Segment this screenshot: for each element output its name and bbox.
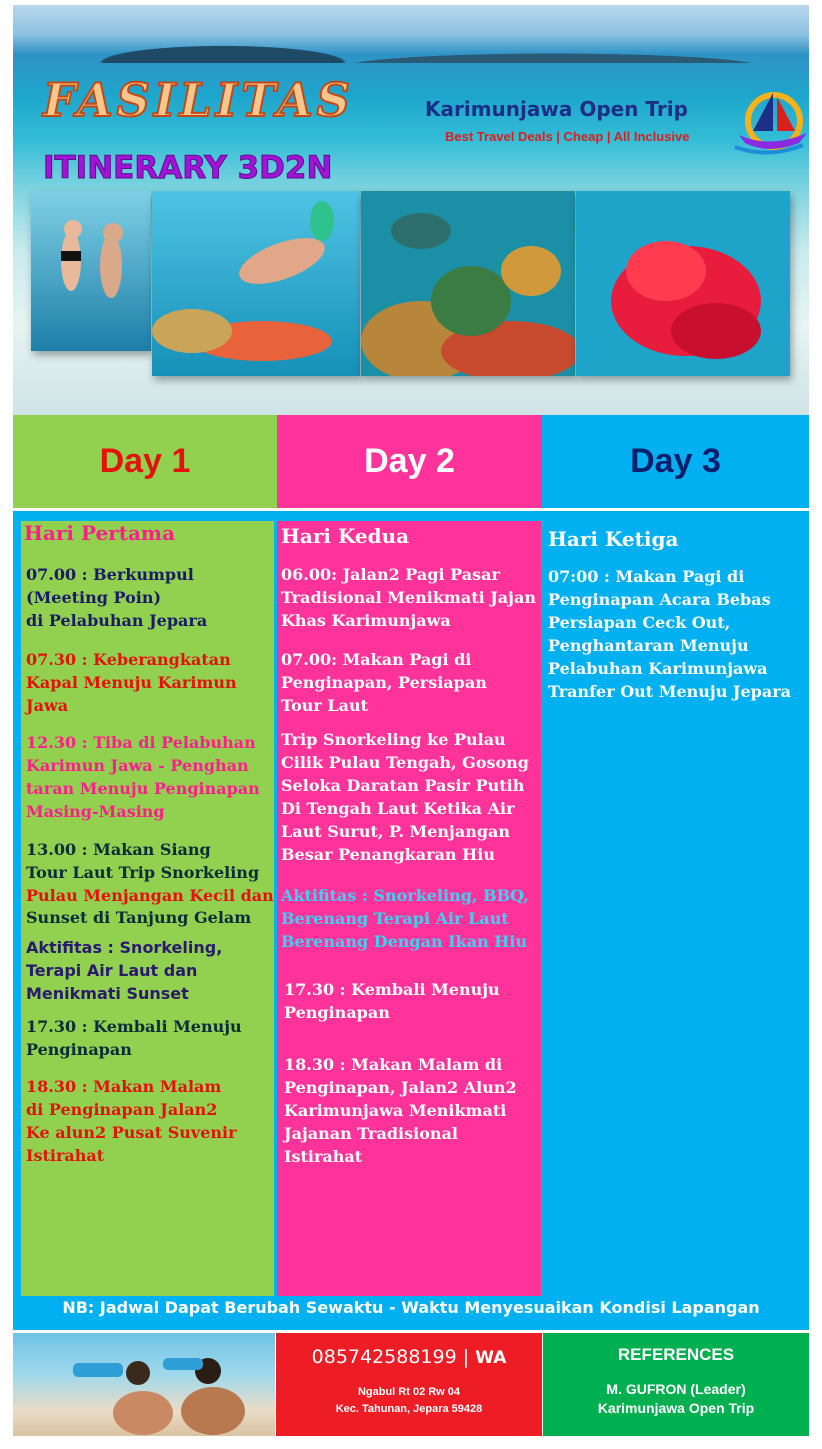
- phone-number[interactable]: 085742588199: [311, 1346, 457, 1368]
- day-1-header: Day 1: [13, 415, 277, 508]
- schedule-note: NB: Jadwal Dapat Berubah Sewaktu - Waktu Menyesuaikan Kondisi Lapangan: [62, 1298, 760, 1317]
- day-3-entry: 07:00 : Makan Pagi di Penginapan Acara Bebas Persiapan Ceck Out, Penghantaran Menuju Pelabuhan Karimunjawa Tranfer Out Menuju Jepara: [548, 567, 792, 701]
- day-3-header: Day 3: [542, 415, 809, 508]
- references-names: [543, 1380, 809, 1418]
- day-1-entry: 17.30 : Kembali Menuju Penginapan: [26, 1017, 242, 1059]
- footer-beach-photo: [13, 1333, 275, 1436]
- day-1-entry: Aktifitas : Snorkeling, Terapi Air Laut dan Menikmati Sunset: [26, 938, 223, 1003]
- day-2-entry: 06.00: Jalan2 Pagi Pasar Tradisional Menikmati Jajan Khas Karimunjawa: [281, 565, 536, 630]
- coral-reef-photo: [361, 191, 575, 376]
- whatsapp-label: WA: [475, 1348, 507, 1368]
- day-1-entry: 12.30 : Tiba di Pelabuhan Karimun Jawa - Penghan taran Menuju Penginapan Masing-Masing: [26, 733, 260, 821]
- hero-banner: [13, 5, 809, 415]
- phone-line: [276, 1346, 542, 1368]
- day-2-entry: 07.00: Makan Pagi di Penginapan, Persiapan Tour Laut: [281, 650, 487, 715]
- brand-name: Karimunjawa Open Trip: [425, 97, 688, 121]
- day-1-entry: Sunset di Tanjung Gelam: [26, 908, 252, 927]
- day-2-entry: Aktifitas : Snorkeling, BBQ, Berenang Terapi Air Laut Berenang Dengan Ikan Hiu: [281, 886, 529, 951]
- references-title: REFERENCES: [617, 1345, 735, 1364]
- address-line-2: Kec. Tahunan, Jepara 59428: [335, 1403, 483, 1415]
- day-1-entry: Pulau Menjangan Kecil dan: [26, 886, 274, 905]
- day-1-heading: Hari Pertama: [24, 521, 176, 545]
- day-2-entry: 17.30 : Kembali Menuju Penginapan: [284, 980, 500, 1022]
- day-1-entry: 13.00 : Makan Siang Tour Laut Trip Snorkeling: [26, 840, 260, 882]
- snorkel-photo-2: [152, 191, 360, 376]
- phone-separator: |: [462, 1346, 470, 1368]
- day-2-entry: Trip Snorkeling ke Pulau Cilik Pulau Tengah, Gosong Seloka Daratan Pasir Putih Di Tengah Laut Ketika Air Laut Surut, P. Menjangan Besar Penangkaran Hiu: [281, 730, 529, 864]
- day-2-header: Day 2: [277, 415, 542, 508]
- day-3-heading: Hari Ketiga: [548, 527, 679, 551]
- banner-subtitle: ITINERARY 3D2N: [43, 150, 333, 186]
- island-silhouette: [13, 23, 809, 63]
- day-1-entry: 07.30 : Keberangkatan Kapal Menuju Karimun Jawa: [26, 650, 237, 715]
- brand-tagline: Best Travel Deals | Cheap | All Inclusive: [445, 129, 690, 144]
- red-coral-photo: [576, 191, 790, 376]
- day-2-entry: 18.30 : Makan Malam di Penginapan, Jalan2 Alun2 Karimunjawa Menikmati Jajanan Tradisional Istirahat: [284, 1055, 517, 1166]
- day-2-heading: Hari Kedua: [281, 524, 410, 548]
- beach-couple-image: [13, 1333, 275, 1436]
- banner-title: FASILITAS: [43, 73, 354, 127]
- reference-leader: M. GUFRON (Leader): [606, 1381, 746, 1397]
- address-line-1: Ngabul Rt 02 Rw 04: [357, 1386, 461, 1398]
- sailboat-logo-icon: [729, 83, 809, 163]
- day-1-entry: 07.00 : Berkumpul (Meeting Poin) di Pelabuhan Jepara: [26, 565, 208, 630]
- snorkel-photo-1: [31, 191, 151, 351]
- address: [276, 1384, 542, 1418]
- day-1-entry: 18.30 : Makan Malam di Penginapan Jalan2 Ke alun2 Pusat Suvenir Istirahat: [26, 1077, 237, 1165]
- reference-org: Karimunjawa Open Trip: [597, 1400, 755, 1416]
